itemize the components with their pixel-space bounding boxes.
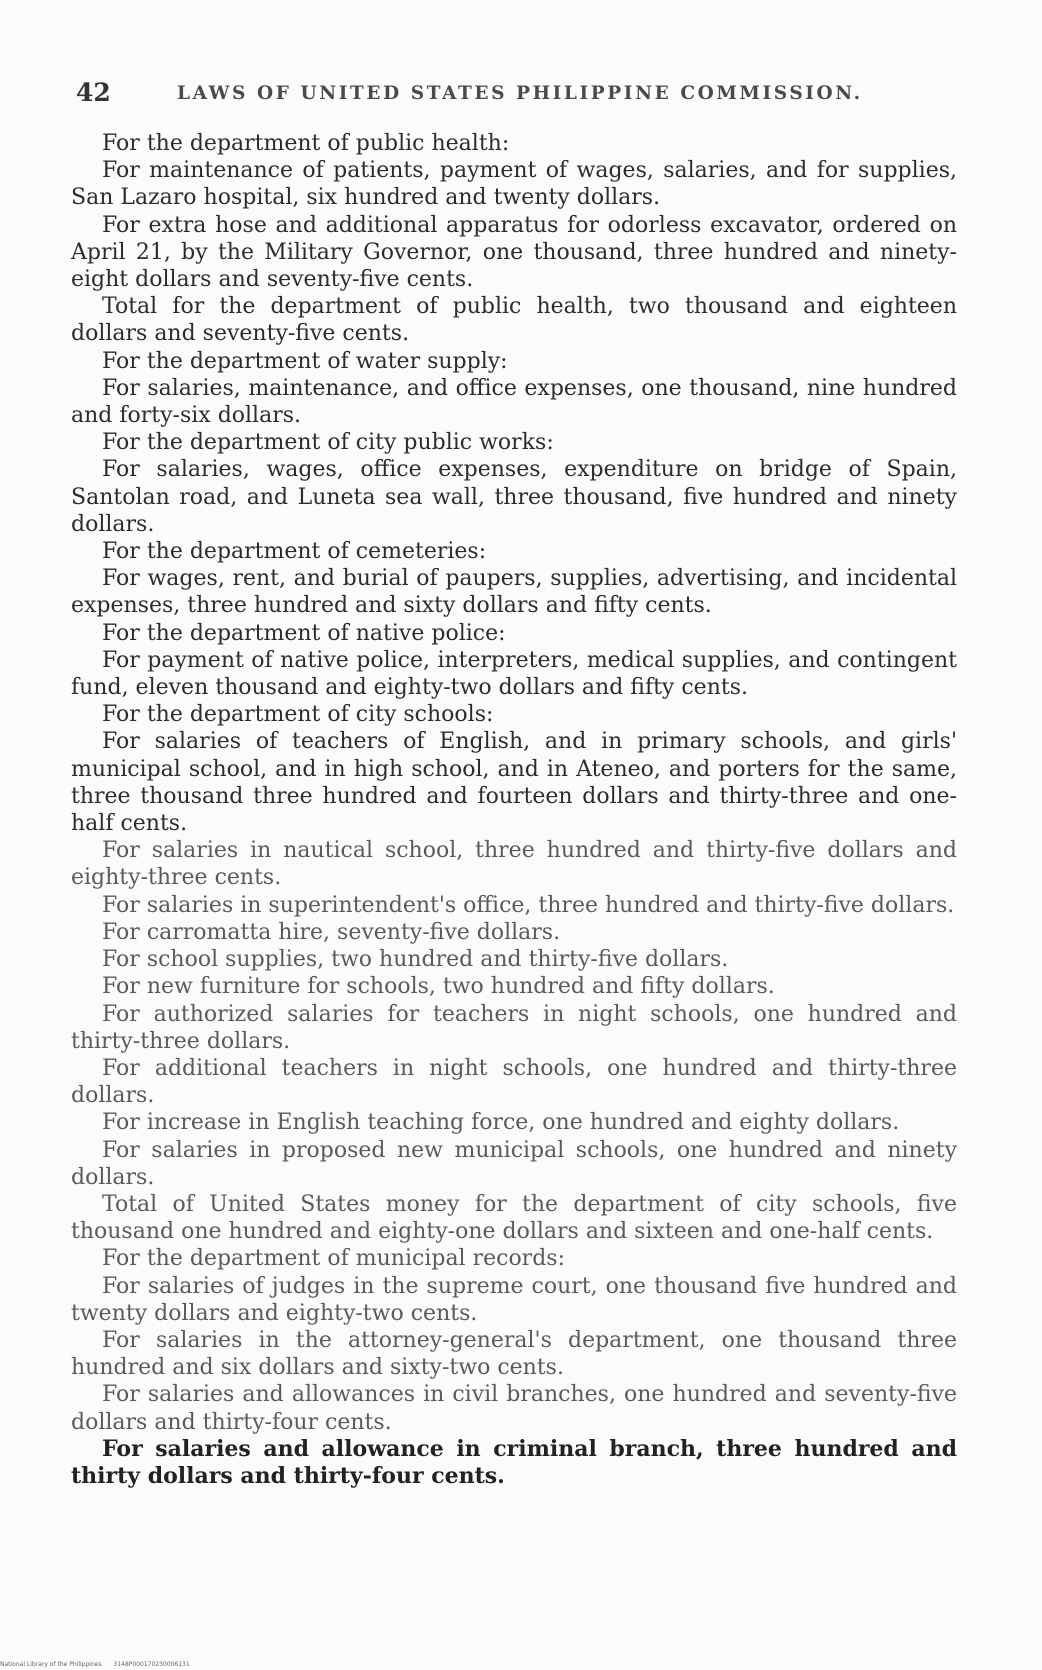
- footer-library: National Library of the Philippines: [0, 1661, 102, 1668]
- paragraph-native-police-heading: For the department of native police:: [102, 620, 506, 646]
- paragraph-carromatta-hire: For carromatta hire, seventy-five dollars.: [102, 919, 561, 945]
- paragraph-public-health-heading: For the department of public health:: [102, 131, 510, 156]
- paragraph-night-schools-salaries: For authorized salaries for teachers in night schools, one hundred and thirty-three dollars.: [71, 1001, 957, 1054]
- paragraph-new-municipal-schools: For salaries in proposed new municipal schools, one hundred and ninety dollars.: [71, 1137, 957, 1190]
- page-header: [76, 78, 876, 108]
- paragraph-supreme-court-judges: For salaries of judges in the supreme court, one thousand five hundred and twenty dollars and eighty-two cents.: [71, 1273, 957, 1326]
- paragraph-cemeteries-wages: For wages, rent, and burial of paupers, supplies, advertising, and incidental expenses, three hundred and sixty dollars and fifty cents.: [71, 566, 957, 619]
- paragraph-additional-teachers: For additional teachers in night schools, one hundred and thirty-three dollars.: [71, 1055, 957, 1109]
- paragraph-cemeteries-heading: For the department of cemeteries:: [102, 539, 487, 565]
- paragraph-water-supply-salaries: For salaries, maintenance, and office expenses, one thousand, nine hundred and forty-six dollars.: [71, 375, 957, 429]
- page-footer: [0, 1661, 200, 1668]
- paragraph-water-supply-heading: For the department of water supply:: [102, 348, 508, 374]
- paragraph-superintendent-office: For salaries in superintendent's office, three hundred and thirty-five dollars.: [102, 892, 955, 918]
- paragraph-city-schools-total: Total of United States money for the department of city schools, five thousand one hundred and eighty-one dollars and sixteen and one-half cents.: [71, 1191, 957, 1245]
- paragraph-san-lazaro: For maintenance of patients, payment of wages, salaries, and for supplies, San Lazaro hospital, six hundred and twenty dollars.: [71, 158, 957, 211]
- paragraph-criminal-branch: For salaries and allowance in criminal branch, three hundred and thirty dollars and thirty-four cents.: [71, 1435, 957, 1489]
- paragraph-nautical-school: For salaries in nautical school, three hundred and thirty-five dollars and eighty-three cents.: [71, 838, 957, 891]
- paragraph-new-furniture: For new furniture for schools, two hundred and fifty dollars.: [102, 974, 775, 1000]
- paragraph-teachers-salaries: For salaries of teachers of English, and in primary schools, and girls' municipal school, and in high school, and in Ateneo, and porters for the same, three thousand three hundred and fourteen dollars and thirty-three and one-half cents.: [71, 729, 957, 837]
- paragraph-public-health-total: Total for the department of public health, two thousand and eighteen dollars and seventy-five cents.: [71, 294, 957, 347]
- paragraph-municipal-records-heading: For the department of municipal records:: [102, 1246, 565, 1272]
- paragraph-public-works-heading: For the department of city public works:: [102, 430, 554, 456]
- running-title: LAWS OF UNITED STATES PHILIPPINE COMMISSION.: [177, 83, 863, 104]
- body-text: [71, 130, 957, 1490]
- footer-identifier: 3148P000170230006131: [113, 1661, 190, 1668]
- paragraph-attorney-general: For salaries in the attorney-general's department, one thousand three hundred and six dollars and sixty-two cents.: [71, 1327, 957, 1381]
- paragraph-english-teaching-force: For increase in English teaching force, one hundred and eighty dollars.: [102, 1110, 900, 1136]
- paragraph-civil-branches: For salaries and allowances in civil branches, one hundred and seventy-five dollars and thirty-four cents.: [71, 1382, 957, 1435]
- paragraph-native-police-payment: For payment of native police, interpreters, medical supplies, and contingent fund, eleven thousand and eighty-two dollars and fifty cents.: [71, 647, 957, 701]
- paragraph-city-schools-heading: For the department of city schools:: [102, 702, 494, 728]
- paragraph-public-works-salaries: For salaries, wages, office expenses, expenditure on bridge of Spain, Santolan road, and Luneta sea wall, three thousand, five hundred and ninety dollars.: [71, 457, 957, 537]
- paragraph-odorless-excavator: For extra hose and additional apparatus for odorless excavator, ordered on April 21, by the Military Governor, one thousand, three hundred and ninety-eight dollars and seventy-five cents.: [71, 212, 957, 293]
- paragraph-school-supplies: For school supplies, two hundred and thirty-five dollars.: [102, 947, 729, 973]
- page-number: 42: [76, 78, 111, 107]
